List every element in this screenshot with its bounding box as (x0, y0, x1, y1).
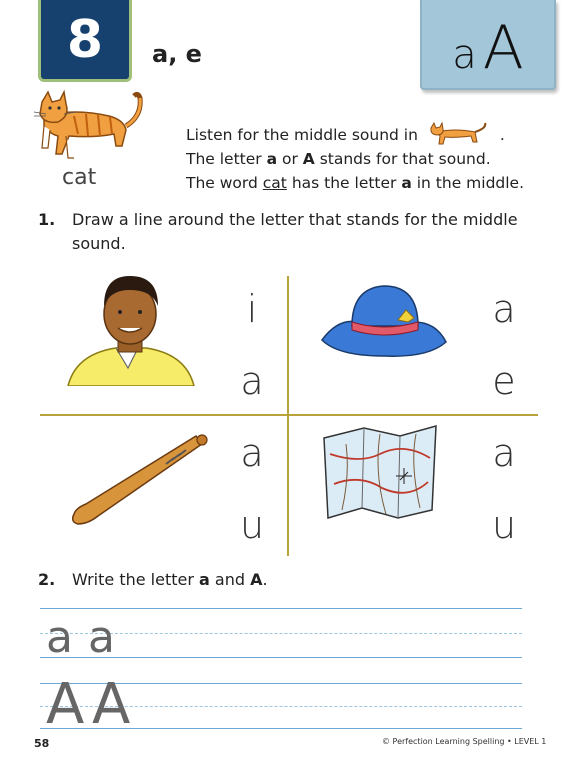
q2-letter-a: a (199, 570, 210, 589)
choice-br-top[interactable]: a (492, 431, 516, 475)
writing-line-top-1 (40, 608, 522, 609)
cat-caption: cat (62, 165, 97, 190)
intro-word-cat: cat (262, 174, 287, 192)
intro-line-2-mid: or (277, 150, 303, 168)
q2-text (72, 570, 268, 589)
trace-upper-a-1: A (46, 672, 85, 737)
cat-illustration (14, 86, 154, 168)
boy-illustration (66, 268, 196, 386)
lesson-title: a, e (152, 40, 202, 68)
q2-post: . (262, 570, 268, 589)
small-cat-icon (423, 122, 495, 148)
intro-letter-A: A (302, 150, 315, 168)
choice-br-bottom[interactable]: u (491, 503, 517, 547)
q2-number (38, 570, 55, 589)
choice-tr-bottom[interactable]: e (492, 359, 516, 403)
trace-upper-a-2: A (92, 672, 131, 737)
lesson-number-box (38, 0, 132, 82)
intro-letter-a-2: a (401, 174, 412, 192)
letter-card-upper: A (482, 13, 524, 83)
choice-bl-top[interactable]: a (240, 431, 264, 475)
q1-number-text: 1. (38, 210, 56, 229)
intro-line-2 (186, 150, 491, 168)
page-number: 58 (34, 737, 50, 750)
intro-line-1-text: Listen for the middle sound in (186, 126, 418, 144)
intro-line-3 (186, 174, 524, 192)
q2-letter-A: A (250, 570, 263, 589)
intro-line-2-pre: The letter (186, 150, 267, 168)
intro-line-3-pre: The word (186, 174, 263, 192)
q1-line-1: Draw a line around the letter that stands for the middle (72, 210, 518, 229)
intro-line-1 (186, 122, 505, 148)
hat-illustration (318, 282, 450, 360)
q1-line-2: sound. (72, 234, 126, 253)
choice-tl-bottom[interactable]: a (240, 359, 264, 403)
grid-vertical-line (287, 276, 289, 556)
choice-bl-bottom[interactable]: u (239, 503, 265, 547)
q2-mid: and (209, 570, 251, 589)
intro-line-1-period: . (499, 126, 505, 144)
q2-number-text: 2. (38, 570, 56, 589)
trace-lower-a-2: a (88, 612, 115, 663)
lesson-number: 8 (66, 9, 104, 70)
footer-credit: © Perfection Learning Spelling • LEVEL 1 (382, 737, 547, 746)
q2-pre: Write the letter (72, 570, 200, 589)
letter-card-lower: a (452, 32, 477, 78)
choice-tr-top[interactable]: a (492, 287, 516, 331)
intro-letter-a: a (266, 150, 278, 168)
intro-line-3-mid: has the letter (286, 174, 402, 192)
grid-horizontal-line (40, 414, 538, 416)
trace-lower-a-1: a (46, 612, 73, 663)
bat-illustration (66, 430, 216, 528)
intro-line-2-post: stands for that sound. (314, 150, 491, 168)
letter-card (420, 0, 556, 90)
q1-number (38, 210, 55, 229)
map-illustration (320, 424, 440, 520)
intro-line-3-post: in the middle. (411, 174, 525, 192)
choice-tl-top[interactable]: i (246, 287, 258, 331)
